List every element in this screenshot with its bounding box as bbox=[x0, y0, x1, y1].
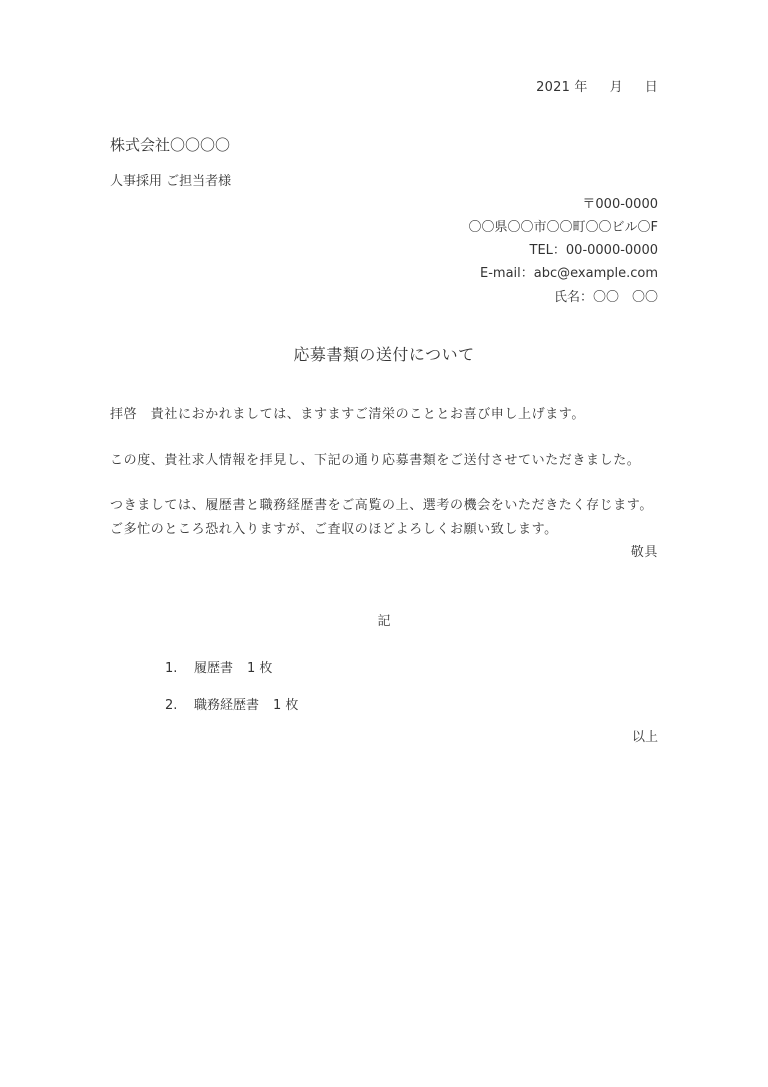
date-year: 2021 年 bbox=[536, 80, 588, 95]
sender-name: 氏名：〇〇 〇〇 bbox=[553, 290, 658, 305]
enclosure-item bbox=[165, 698, 298, 735]
enclosure-heading: 記 bbox=[377, 614, 391, 629]
body-paragraph-1: この度、貴社求人情報を拝見し、下記の通り応募書類をご送付させていただきました。 bbox=[110, 453, 641, 468]
enclosure-name: 職務経歴書 bbox=[194, 698, 260, 713]
letter-date bbox=[536, 76, 658, 95]
body-paragraph-2-line-2: ご多忙のところ恐れ入りますが、ご査収のほどよろしくお願い致します。 bbox=[110, 522, 558, 537]
letter-title: 応募書類の送付について bbox=[293, 345, 475, 364]
sender-postal-code: 〒000-0000 bbox=[582, 197, 658, 212]
end-mark-ijou: 以上 bbox=[631, 730, 658, 745]
closing-keigu: 敬具 bbox=[630, 545, 658, 560]
enclosure-quantity: 1 枚 bbox=[273, 698, 299, 713]
sender-tel: TEL：00-0000-0000 bbox=[529, 243, 658, 258]
date-month: 月 bbox=[609, 80, 623, 95]
enclosure-item bbox=[165, 661, 298, 698]
enclosure-quantity: 1 枚 bbox=[247, 661, 273, 676]
enclosure-name: 履歴書 bbox=[194, 661, 234, 676]
sender-email: E-mail：abc@example.com bbox=[480, 266, 658, 281]
date-day: 日 bbox=[644, 80, 658, 95]
enclosure-list bbox=[165, 661, 298, 735]
body-paragraph-2-line-1: つきましては、履歴書と職務経歴書をご高覧の上、選考の機会をいただきたく存じます。 bbox=[110, 498, 653, 513]
recipient-department: 人事採用 ご担当者様 bbox=[110, 174, 232, 189]
enclosure-number: 2. bbox=[165, 698, 178, 713]
enclosure-number: 1. bbox=[165, 661, 178, 676]
greeting-line: 拝啓 貴社におかれましては、ますますご清栄のこととお喜び申し上げます。 bbox=[110, 407, 585, 422]
recipient-company: 株式会社〇〇〇〇 bbox=[110, 136, 231, 154]
sender-address: 〇〇県〇〇市〇〇町〇〇ビル〇F bbox=[468, 220, 658, 235]
